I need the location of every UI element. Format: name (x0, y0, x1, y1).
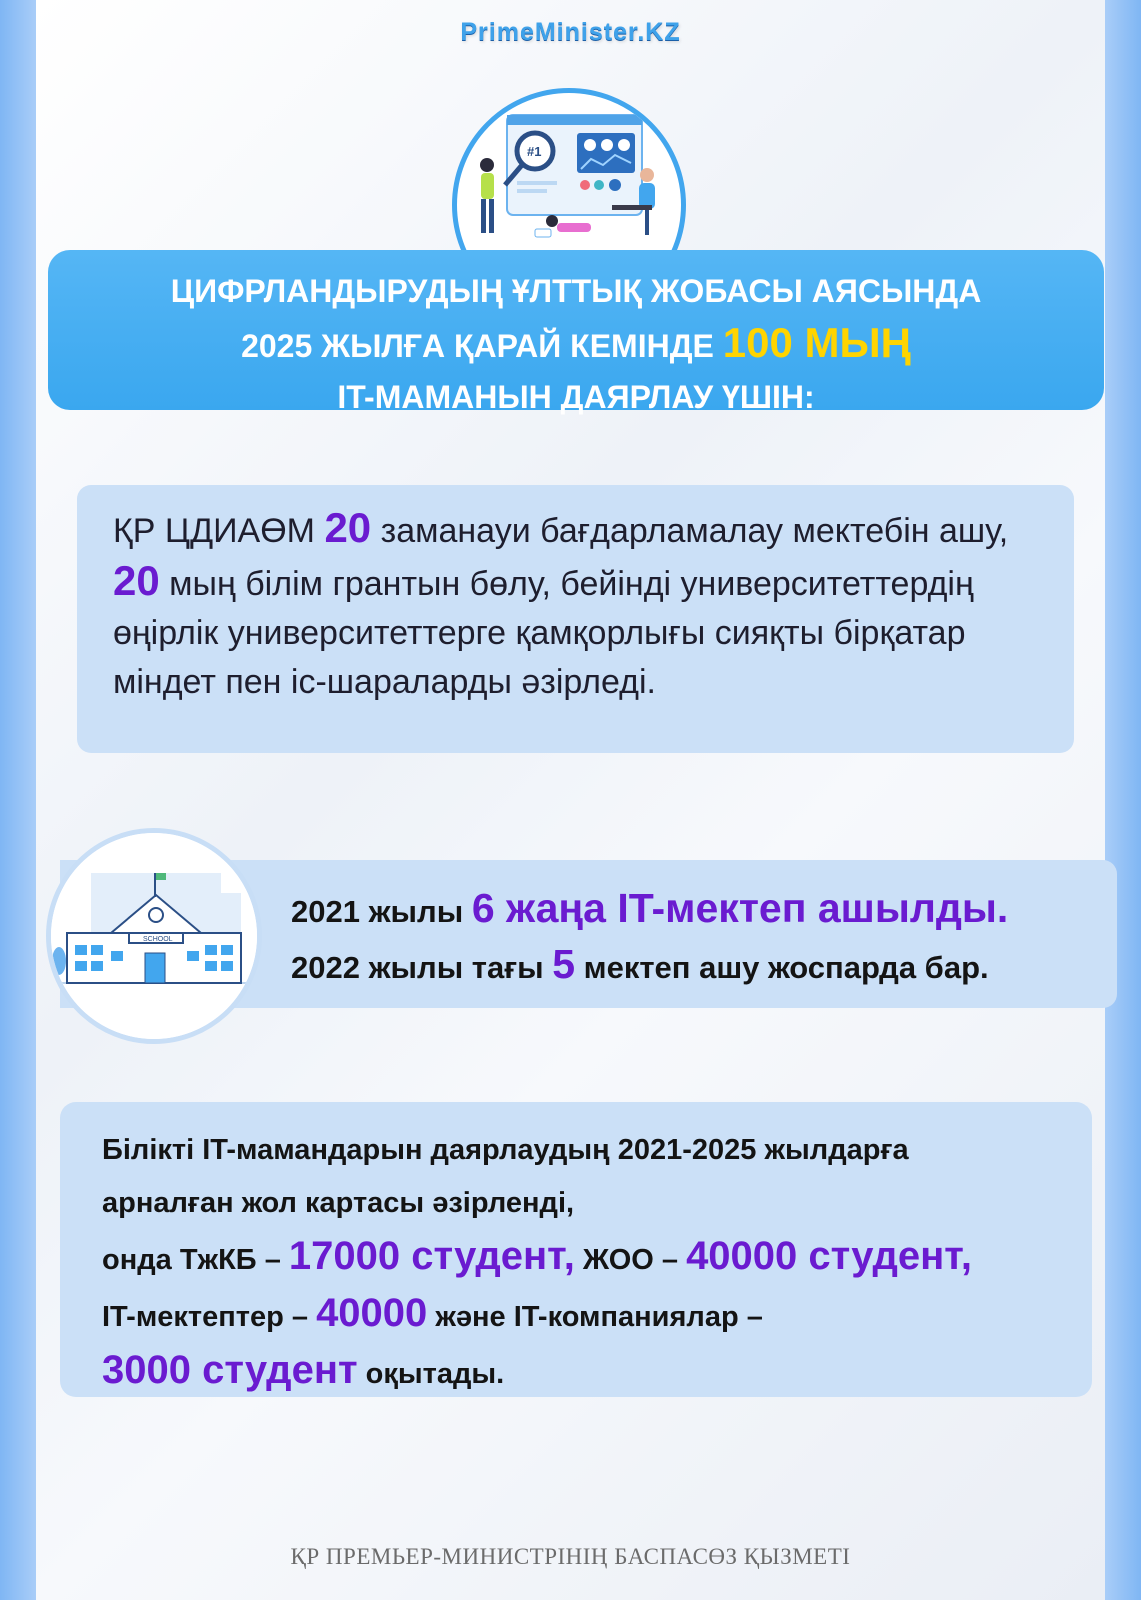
svg-text:SCHOOL: SCHOOL (143, 936, 173, 943)
roadmap-l3-b: 17000 студент, (288, 1234, 575, 1278)
roadmap-l5-a: 3000 студент (102, 1348, 358, 1392)
schools-line-2-number: 5 (552, 941, 576, 987)
roadmap-line-4 (102, 1287, 1072, 1344)
card1-text-3: мың білім грантын бөлу, бейінді университеттердің өңірлік университеттерге қамқорлығы сияқты бірқатар міндет пен іс-шараларды әзірледі. (113, 565, 974, 701)
brand-logo: PrimeMinister.KZ (460, 18, 681, 46)
roadmap-l5-b: оқытады. (357, 1358, 505, 1390)
headline-highlight: 100 МЫҢ (722, 319, 911, 366)
roadmap-line-1: Білікті IT-мамандарын даярлаудың 2021-2025 жылдарға (102, 1134, 909, 1166)
schools-text (291, 882, 1008, 994)
left-border (0, 0, 36, 1600)
schools-line-2-suffix: мектеп ашу жоспарда бар. (575, 950, 989, 985)
roadmap-l3-d: 40000 студент, (686, 1234, 972, 1278)
schools-line-1-prefix: 2021 жылы (291, 894, 472, 929)
ministry-tasks-card (77, 485, 1074, 753)
roadmap-line-3 (102, 1230, 1072, 1287)
roadmap-line-5 (102, 1344, 1072, 1401)
roadmap-line-2: арналған жол картасы әзірленді, (102, 1187, 575, 1219)
schools-line-2 (291, 938, 1008, 994)
headline-line-3: IT-МАМАНЫН ДАЯРЛАУ ҮШІН: (337, 379, 815, 415)
right-border (1105, 0, 1141, 1600)
schools-line-2-prefix: 2022 жылы тағы (291, 950, 553, 985)
school-building-icon (46, 828, 262, 1044)
roadmap-l4-b: 40000 (316, 1291, 428, 1335)
card1-text-1: ҚР ЦДИАӨМ (113, 512, 325, 550)
roadmap-l4-a: IT-мектептер – (102, 1301, 317, 1333)
card1-number-1: 20 (324, 504, 372, 551)
headline-banner (48, 250, 1104, 415)
headline-line-2 (48, 317, 1104, 372)
card1-text-2: заманауи бағдарламалау мектебін ашу, (371, 512, 1009, 550)
headline-line-2-text: 2025 ЖЫЛҒА ҚАРАЙ КЕМІНДЕ (241, 328, 723, 364)
schools-line-1-highlight: 6 жаңа IT-мектеп ашылды. (471, 885, 1009, 931)
headline-line-1: ЦИФРЛАНДЫРУДЫҢ ҰЛТТЫҚ ЖОБАСЫ АЯСЫНДА (170, 273, 982, 309)
roadmap-l3-a: онда ТжКБ – (102, 1244, 289, 1276)
footer-credit: ҚР ПРЕМЬЕР-МИНИСТРІНІҢ БАСПАСӨЗ ҚЫЗМЕТІ (290, 1544, 851, 1569)
roadmap-l3-c: ЖОО – (574, 1244, 687, 1276)
schools-line-1 (291, 882, 1008, 938)
svg-text:#1: #1 (527, 144, 542, 159)
roadmap-l4-c: және IT-компаниялар – (427, 1301, 763, 1333)
card1-number-2: 20 (113, 557, 160, 604)
roadmap-card (60, 1102, 1092, 1397)
